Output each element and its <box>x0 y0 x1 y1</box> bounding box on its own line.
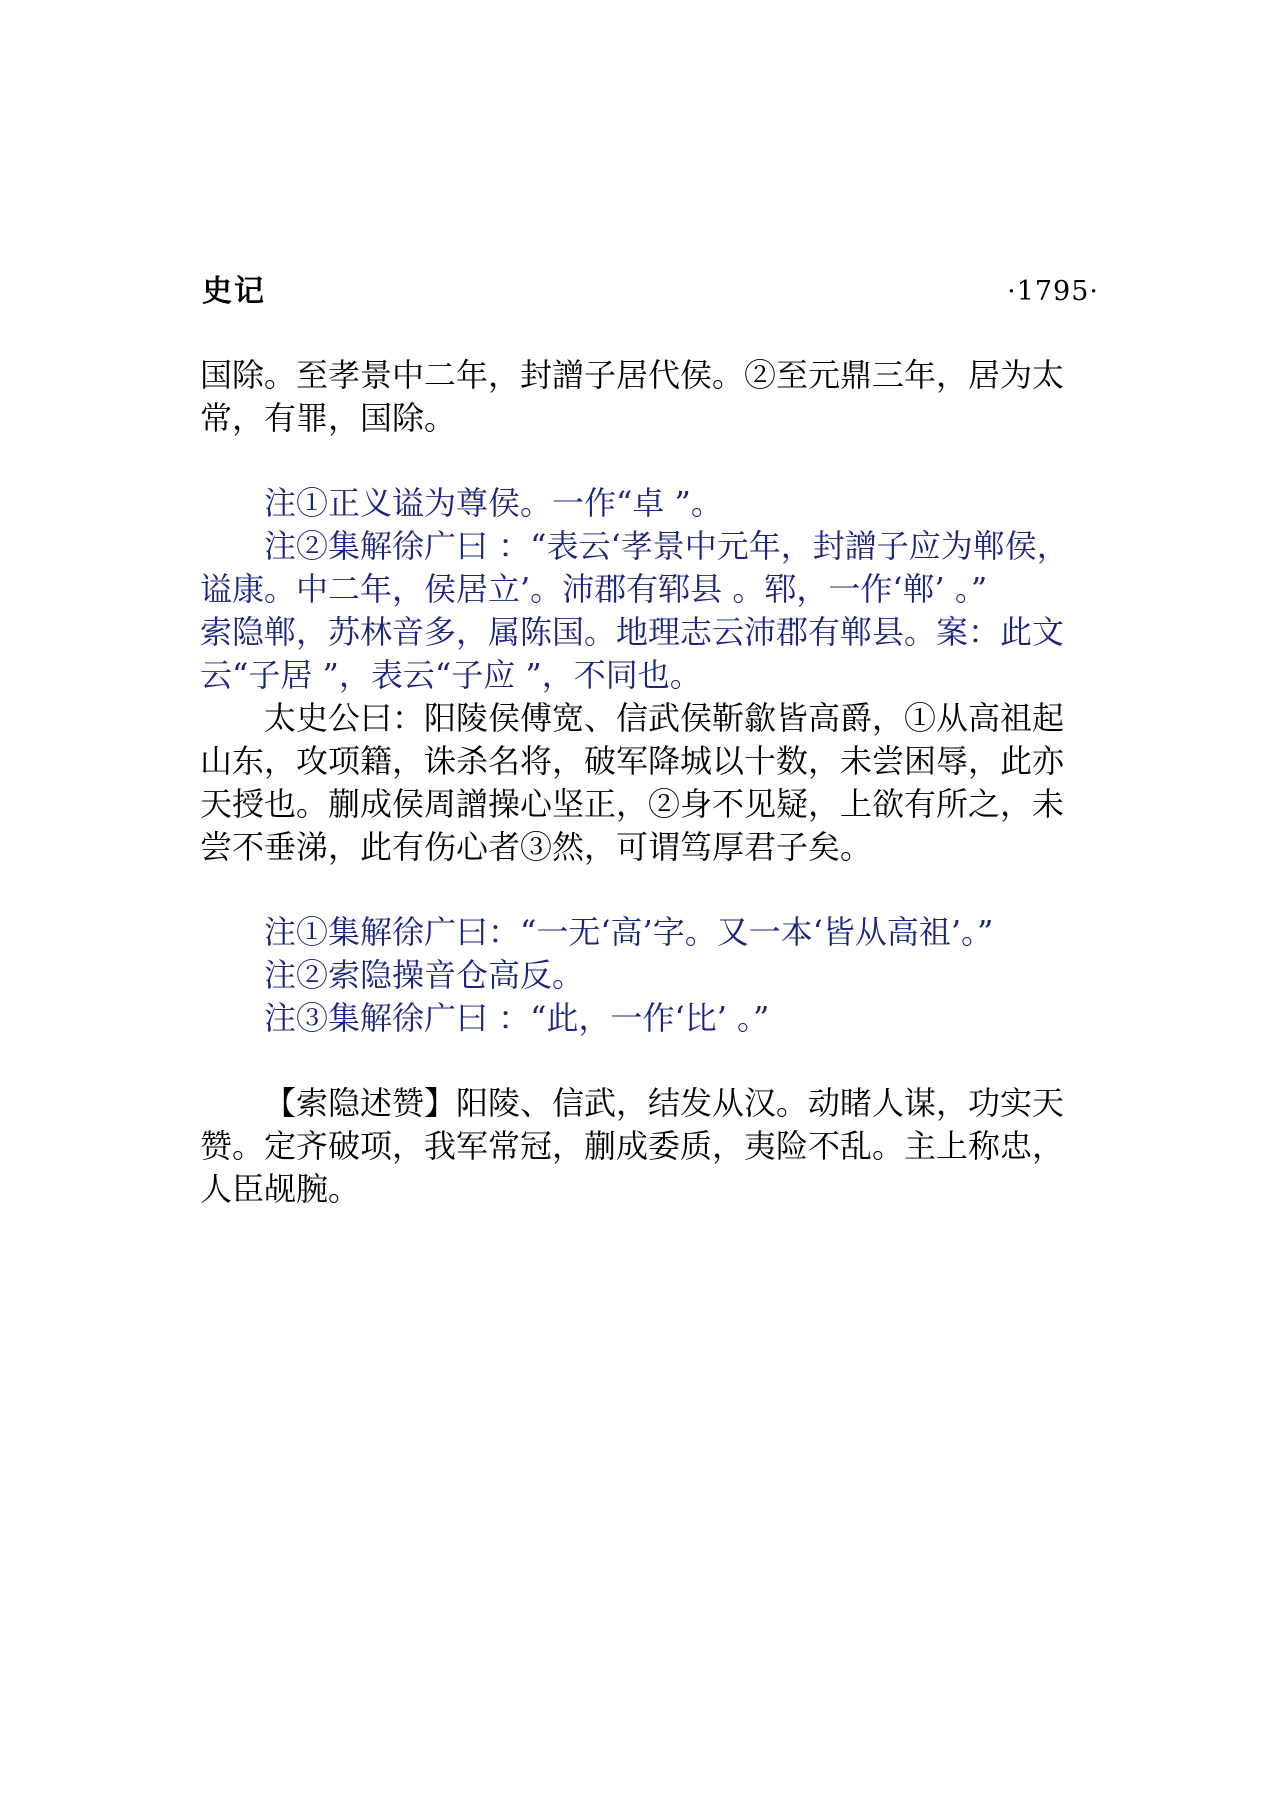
text-line: 天授也。蒯成侯周譄操心坚正，②身不见疑，上欲有所之，未 <box>200 785 1065 823</box>
book-title: 史记 <box>202 274 266 309</box>
spacer <box>200 1040 1100 1082</box>
note-line: 注②索隐操音仓高反。 <box>264 956 585 994</box>
notes-block-1 <box>200 482 1100 697</box>
text-line: 太史公曰：阳陵侯傅宽、信武侯靳歙皆高爵，①从高祖起 <box>264 699 1065 737</box>
spacer <box>200 869 1100 911</box>
spacer <box>200 440 1100 482</box>
note-line: 注③集解徐广曰 ：“此，一作‘比’ 。” <box>264 999 770 1037</box>
text-line: 国除。至孝景中二年，封譄子居代侯。②至元鼎三年，居为太 <box>200 356 1065 394</box>
text-line: 人臣觇腕。 <box>200 1170 361 1208</box>
paragraph-main-1 <box>200 354 1100 440</box>
note-line: 注①集解徐广曰：“一无‘高’字。又一本‘皆从高祖’。” <box>264 913 994 951</box>
text-line: 【索隐述赞】阳陵、信武，结发从汉。动睹人谋，功实天 <box>264 1084 1065 1122</box>
notes-block-2 <box>200 911 1100 1040</box>
paragraph-zan <box>200 1082 1100 1211</box>
text-line: 赞。定齐破项，我军常冠，蒯成委质，夷险不乱。主上称忠， <box>200 1127 1065 1165</box>
text-line: 尝不垂涕，此有伤心者③然，可谓笃厚君子矣。 <box>200 828 873 866</box>
page-header <box>202 268 1099 316</box>
text-line: 常，有罪，国除。 <box>200 399 457 437</box>
page-number: ·1795· <box>1007 276 1099 307</box>
paragraph-main-2 <box>200 697 1100 869</box>
note-line: 云“子居 ”，表云“子应 ”，不同也。 <box>200 656 702 694</box>
text-line: 山东，攻项籍，诛杀名将，破军降城以十数，未尝困辱，此亦 <box>200 742 1065 780</box>
note-line: 注①正义谥为尊侯。一作“卓 ”。 <box>264 484 723 522</box>
note-line: 注②集解徐广曰 ：“表云‘孝景中元年，封譄子应为郸侯， <box>264 527 1069 565</box>
note-line: 谥康。中二年，侯居立’。沛郡有郓县 。郓，一作‘郸’ 。” <box>200 570 988 608</box>
page-body <box>200 354 1100 1211</box>
note-line: 索隐郸，苏林音多，属陈国。地理志云沛郡有郸县。案：此文 <box>200 613 1065 651</box>
